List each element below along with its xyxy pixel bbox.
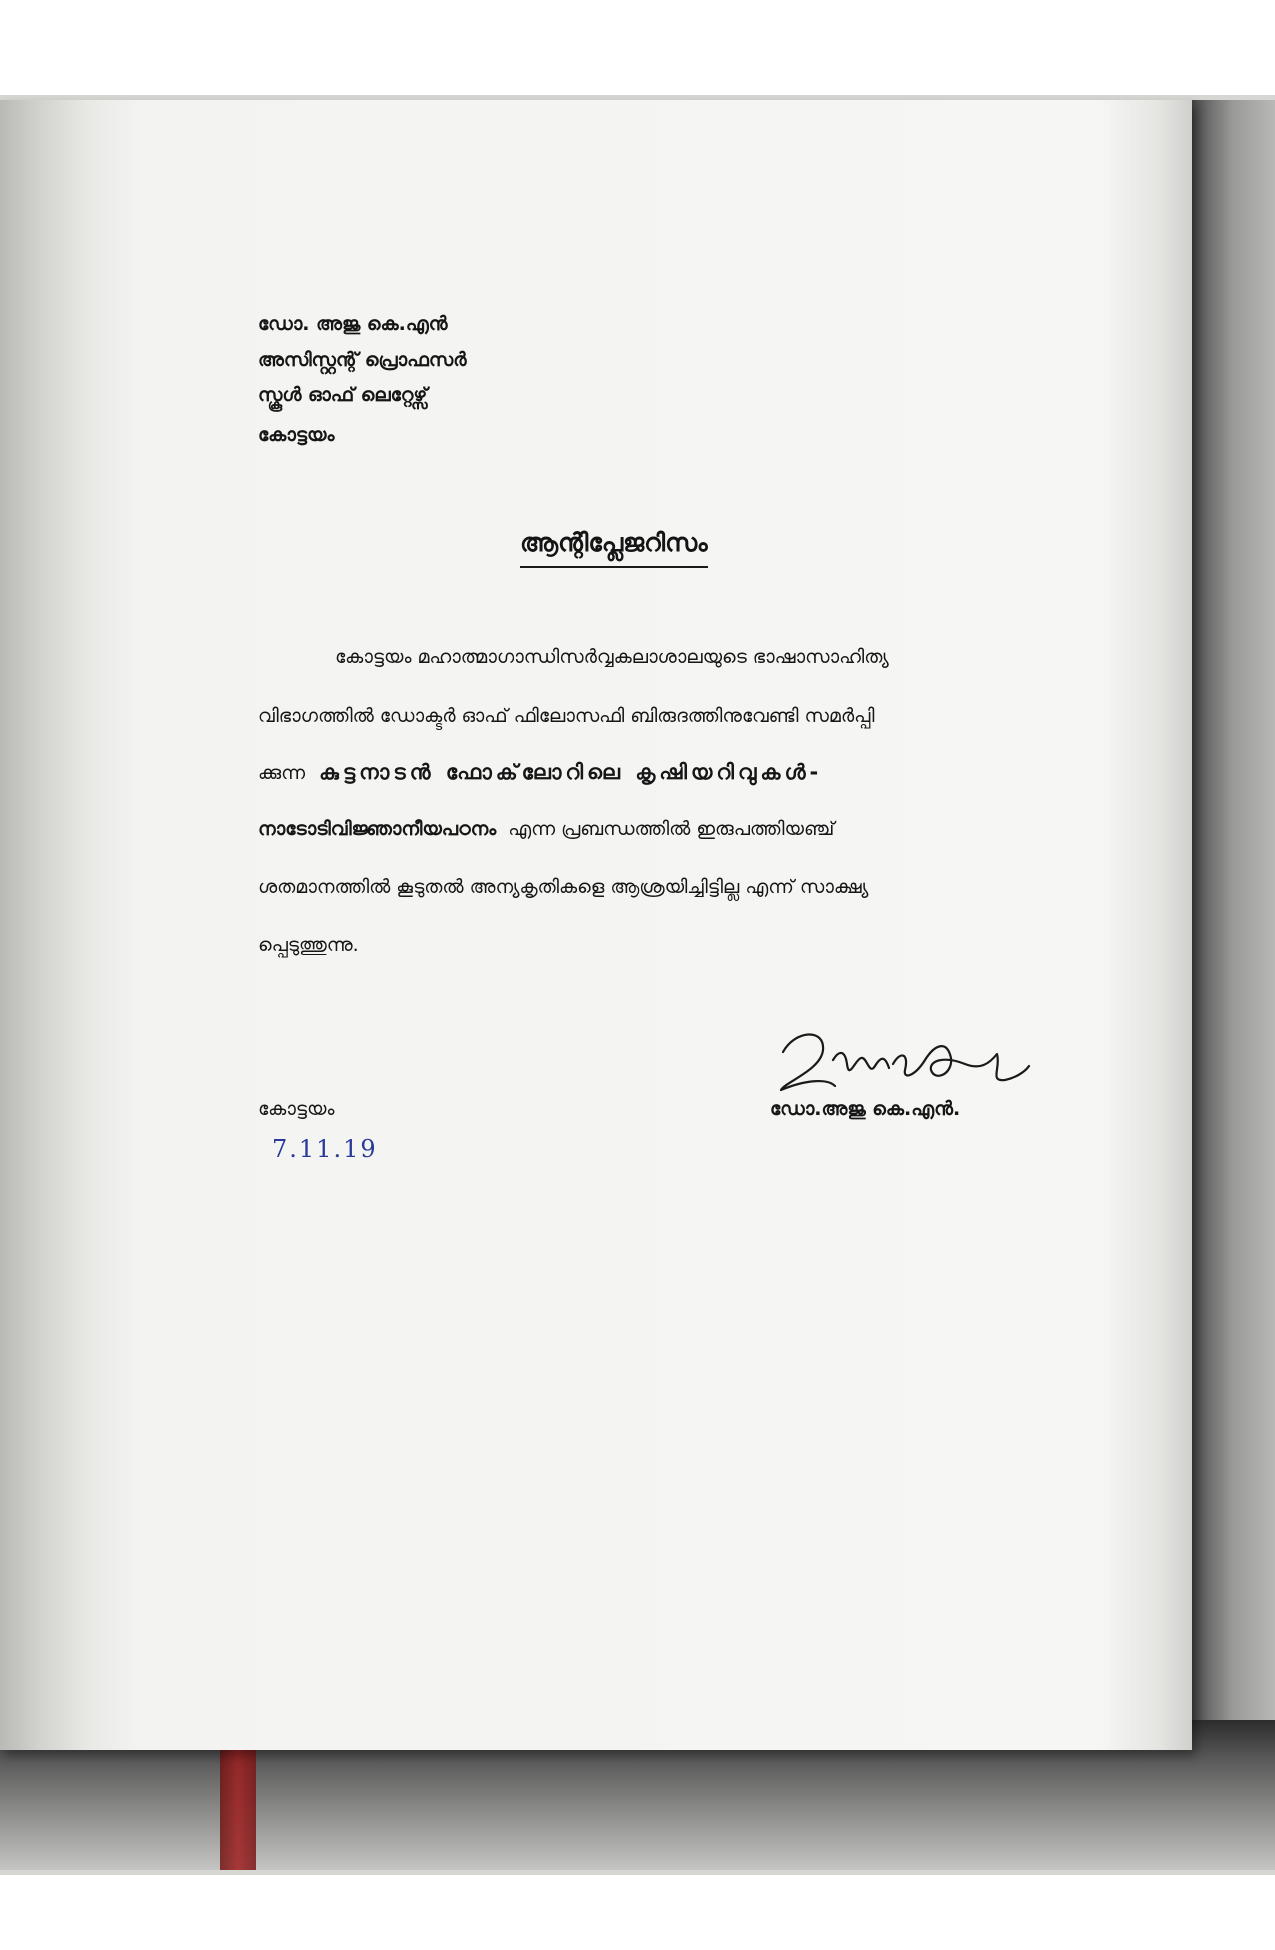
footer-place: കോട്ടയം	[258, 1098, 335, 1120]
body-line-2: വിഭാഗത്തിൽ ഡോക്ടർ ഓഫ് ഫിലോസഫി ബിരുദത്തിനുവേണ്ടി സമർപ്പി	[258, 705, 875, 727]
body-line-3	[258, 760, 1028, 785]
document-title: ആന്റിപ്ലേജറിസം	[520, 528, 708, 568]
body-line-6: പ്പെടുത്തുന്നു.	[258, 934, 359, 956]
letterhead-place: കോട്ടയം	[258, 424, 335, 446]
body-line-4-rest: എന്ന പ്രബന്ധത്തിൽ ഇരുപത്തിയഞ്ച്	[508, 818, 835, 840]
thesis-title-part-1: കുട്ടനാടൻ ഫോക്‌ലോറിലെ കൃഷിയറിവുകൾ-	[319, 760, 823, 784]
footer-signatory: ഡോ.അജു കെ.എൻ.	[770, 1098, 961, 1120]
body-line-1: കോട്ടയം മഹാത്മാഗാന്ധിസർവ്വകലാശാലയുടെ ഭാഷാസാഹിത്യ	[335, 646, 889, 668]
handwritten-date: 7.11.19	[272, 1135, 378, 1163]
body-line-3-prefix: ക്കുന്ന	[258, 762, 306, 784]
handwritten-signature	[775, 1020, 1035, 1110]
body-line-5: ശതമാനത്തിൽ കൂടുതൽ അന്യകൃതികളെ ആശ്രയിച്ചിട്ടില്ല എന്ന് സാക്ഷ്യ	[258, 876, 869, 898]
body-line-4	[258, 818, 1028, 840]
letterhead-department: സ്കൂൾ ഓഫ് ലെറ്റേഴ്സ്	[258, 384, 428, 406]
thesis-title-part-2: നാടോടിവിജ്ഞാനീയപഠനം	[258, 818, 497, 840]
document-page	[0, 100, 1192, 1750]
book-page-edge	[1188, 100, 1275, 1800]
letterhead-designation: അസിസ്റ്റന്റ് പ്രൊഫസർ	[258, 349, 467, 371]
letterhead-name: ഡോ. അജു കെ.എൻ	[258, 313, 448, 335]
